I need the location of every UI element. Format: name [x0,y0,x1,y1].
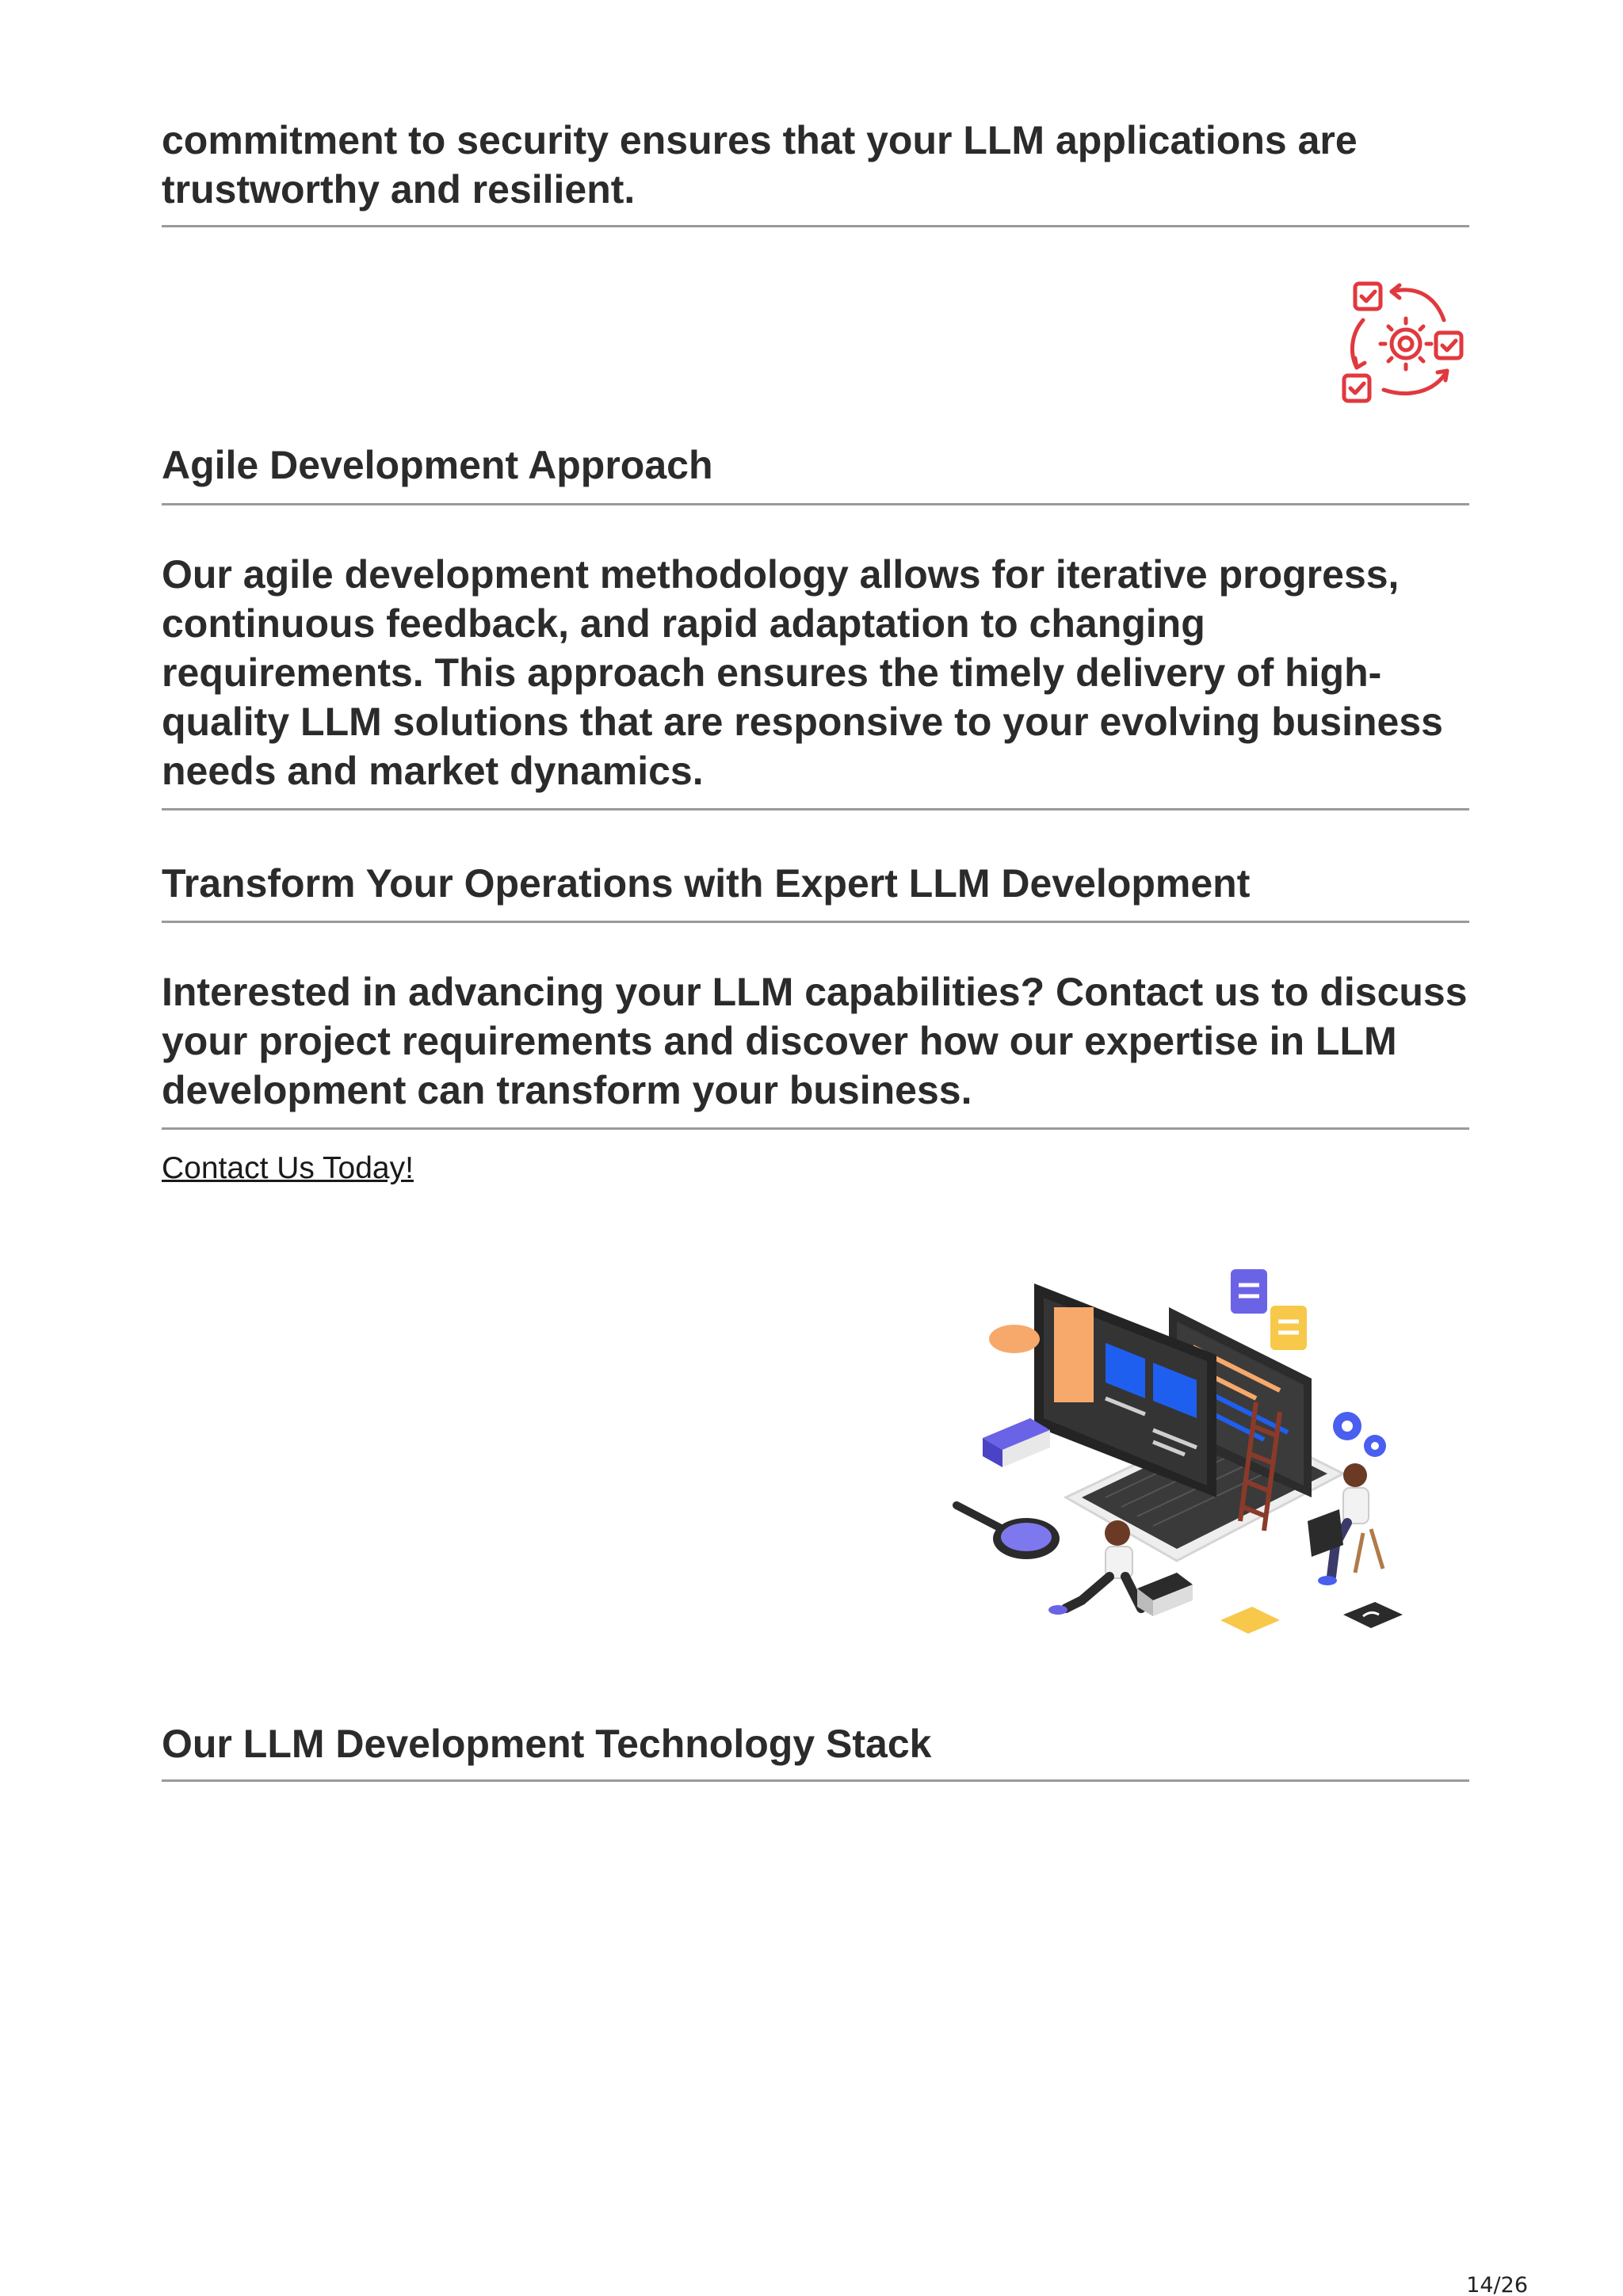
agile-heading: Agile Development Approach [162,443,713,487]
agile-cycle-icon [1339,274,1474,409]
intro-paragraph: commitment to security ensures that your LLM applications are trustworthy and resilient. [162,118,1358,212]
cta-heading: Transform Your Operations with Expert LLM Development [162,861,1251,906]
divider [162,921,1469,923]
tech-stack-heading: Our LLM Development Technology Stack [162,1722,932,1766]
divider [162,225,1469,227]
divider [162,1779,1469,1782]
page-number: 14/26 [1466,2273,1528,2296]
agile-body: Our agile development methodology allows for iterative progress, continuous feedback, and rapid adaptation to changing requirements. This approach ensures the timely delivery of high-quality LLM solutions that are responsive to your evolving business needs and market dynamics. [162,552,1443,793]
divider [162,1127,1469,1130]
divider [162,808,1469,810]
cta-body: Interested in advancing your LLM capabilities? Contact us to discuss your project requirements and discover how our expertise in LLM development can transform your business. [162,970,1468,1112]
software-development-team-illustration [947,1260,1423,1648]
contact-us-link[interactable]: Contact Us Today! [162,1151,414,1185]
divider [162,503,1469,505]
